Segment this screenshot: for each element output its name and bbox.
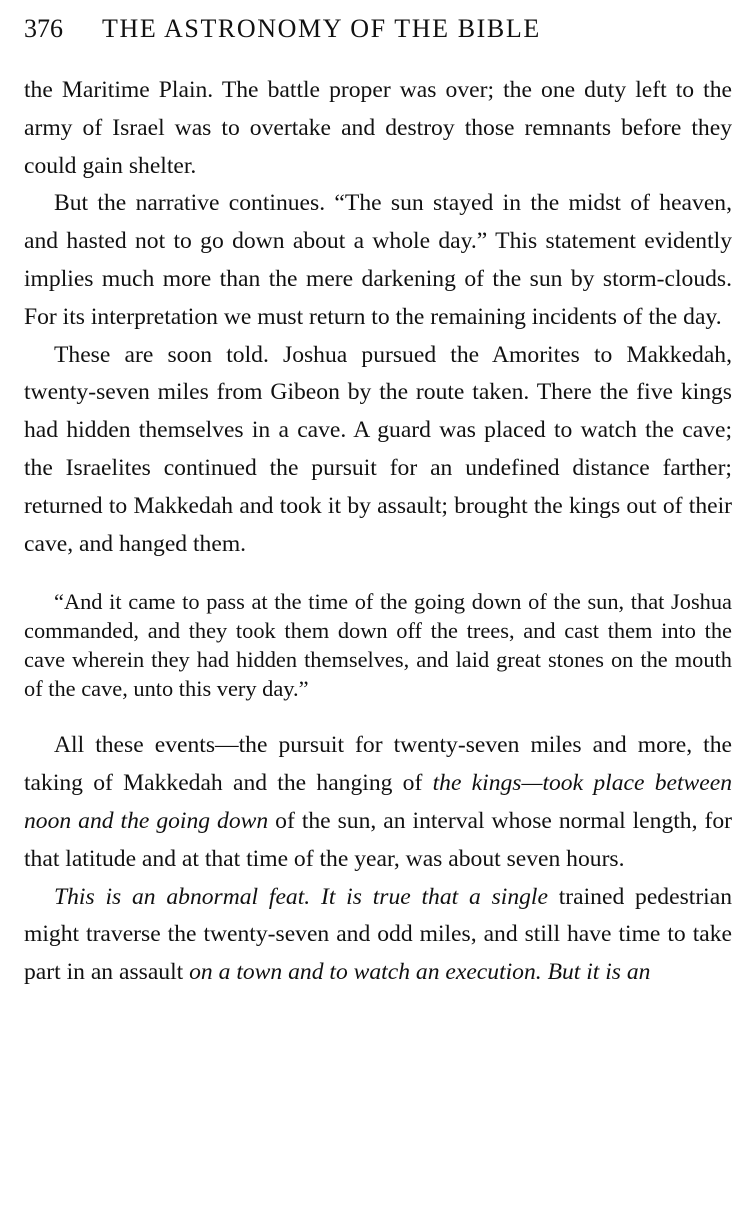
paragraph-4-text-a: All these events—the pursuit for twenty-seven miles and more, the taking of Makkedah and the hanging of: [24, 732, 732, 797]
paragraph-5-text: trained pedestrian might traverse the twenty-seven and odd miles, and still have time to take part in an assault: [24, 883, 732, 986]
paragraph-5-italic-end: on a town and to watch an execution. But it is an: [189, 959, 651, 986]
paragraph-5: [24, 879, 732, 992]
running-header: [24, 14, 732, 54]
paragraph-1: the Maritime Plain. The battle proper was over; the one duty left to the army of Israel was to overtake and destroy those remnants before they could gain shelter.: [24, 77, 732, 179]
paragraph-2: But the narrative continues. “The sun stayed in the midst of heaven, and hasted not to go down about a whole day.” This statement evidently implies much more than the mere darkening of the sun by storm-clouds. For its interpretation we must return to the remaining incidents of the day.: [24, 190, 732, 330]
paragraph-3: These are soon told. Joshua pursued the Amorites to Makkedah, twenty-seven miles from Gibeon by the route taken. There the five kings had hidden themselves in a cave. A guard was placed to watch the cave; the Israelites continued the pursuit for an undefined distance farther; returned to Makkedah and took it by assault; brought the kings out of their cave, and hanged them.: [24, 341, 732, 557]
paragraph-5-italic-start: This is an abnormal feat. It is true that a single: [54, 883, 548, 910]
page-number: 376: [24, 14, 63, 43]
block-quote: “And it came to pass at the time of the going down of the sun, that Joshua commanded, and they took them down off the trees, and cast them into the cave wherein they had hidden themselves, and laid great stones on the mouth of the cave, unto this very day.”: [24, 589, 732, 702]
book-page: [24, 14, 732, 992]
paragraph-4: [24, 727, 732, 878]
running-title: THE ASTRONOMY OF THE BIBLE: [102, 14, 541, 43]
paragraph-4-italic-text: the kings—took place between noon and the going down: [24, 770, 732, 834]
paragraph-4-text-c: of the sun, an interval whose normal length, for that latitude and at that time of the year, was about seven hours.: [24, 807, 732, 872]
